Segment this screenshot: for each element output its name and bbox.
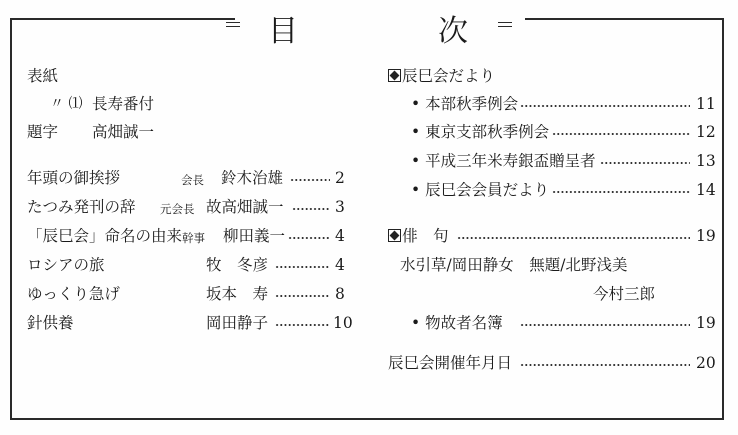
toc-entry-author: 岡田静子 [206,314,269,332]
toc-entry-page: 12 [696,123,716,141]
toc-entry-author: 坂本 寿 [206,285,269,303]
toc-entry-page: 2 [335,169,345,187]
leader-dots [600,162,690,164]
diamond-bullet-icon [388,229,401,242]
toc-entry-title: • 本部秋季例会 [411,95,519,113]
toc-entry-author: 柳田義一 [223,227,286,245]
toc-entry-title: • 物故者名簿 [411,314,503,332]
haiku-authors-line: 水引草/岡田静女 無題/北野浅美 [400,256,628,274]
cover-item-prefix: 〃 ⑴ [50,96,83,112]
toc-entry-title: • 東京支部秋季例会 [411,123,550,141]
toc-entry-title: 辰巳会開催年月日 [388,354,513,372]
section-heading-haiku [388,226,449,246]
toc-entry-page: 3 [335,198,345,216]
toc-entry-page: 13 [696,152,716,170]
page-title-char-1: 目 [268,14,298,49]
toc-entry-page: 11 [696,95,716,113]
toc-entry-title: 針供養 [27,314,74,332]
toc-entry-title: 「辰巳会」命名の由来 [27,227,183,245]
toc-entry-title: 年頭の御挨拶 [27,169,121,187]
toc-entry-page: 8 [335,285,345,303]
leader-dots [552,133,690,135]
leader-dots [275,324,330,326]
leader-dots [292,208,330,210]
section-title: 俳 句 [402,227,449,245]
toc-entry-page: 4 [335,227,345,245]
diamond-bullet-icon [388,69,401,82]
toc-entry-author: 鈴木治雄 [221,169,284,187]
leader-dots [520,324,690,326]
leader-dots [457,237,690,239]
toc-entry-title: ゆっくり急げ [27,285,120,303]
toc-entry-role: 会長 [181,173,204,187]
title-rule-left [226,22,240,27]
page-title-char-2: 次 [438,14,468,49]
haiku-authors-line: 今村三郎 [593,285,656,303]
toc-entry-role: 元会長 [160,202,195,216]
leader-dots [275,266,330,268]
toc-entry-title: • 辰巳会会員だより [411,181,550,199]
title-rule-right [498,22,512,27]
toc-entry-title: ロシアの旅 [27,256,105,274]
toc-entry-page: 10 [333,314,353,332]
toc-entry-author: 牧 冬彦 [206,256,269,274]
toc-entry-page: 14 [696,181,716,199]
leader-dots [288,237,330,239]
toc-entry-page: 19 [696,314,716,332]
cover-label: 表紙 [27,67,59,85]
toc-entry-page: 20 [696,354,716,372]
leader-dots [520,105,690,107]
section-heading-tatsumi [388,66,495,86]
leader-dots [290,179,330,181]
toc-entry-role: 幹事 [182,231,205,245]
cover-item-text: 長寿番付 [92,95,155,113]
section-title: 辰巳会だより [402,67,496,85]
leader-dots [520,364,690,366]
toc-entry-author: 故高畑誠一 [206,198,284,216]
toc-entry-title: • 平成三年米寿銀盃贈呈者 [411,152,596,170]
leader-dots [552,191,690,193]
toc-entry-page: 19 [696,227,716,245]
toc-entry-page: 4 [335,256,345,274]
calligraphy-label: 題字 [27,123,59,141]
calligraphy-name: 高畑誠一 [92,123,155,141]
leader-dots [275,295,330,297]
toc-entry-title: たつみ発刊の辞 [27,198,136,216]
